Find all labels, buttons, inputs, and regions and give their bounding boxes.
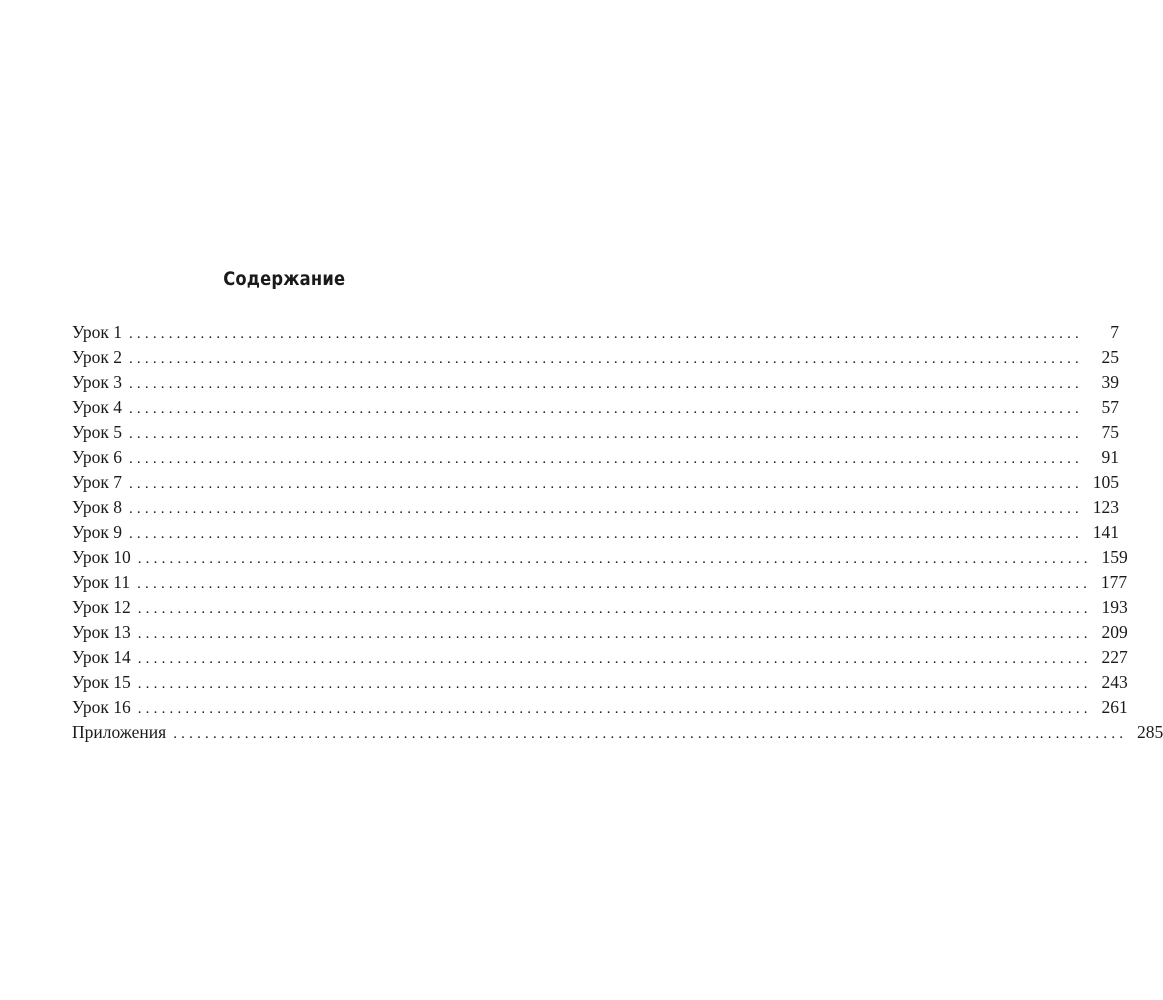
toc-leader-dots: ........................................................................................................................ (128, 376, 1083, 392)
toc-leader-dots: ........................................................................................................................ (128, 451, 1083, 467)
toc-entry-page: 227 (1101, 647, 1128, 667)
toc-entry-page: 177 (1100, 572, 1128, 592)
toc-entry[interactable] (72, 445, 1119, 470)
toc-entry[interactable] (72, 720, 1163, 745)
toc-entry[interactable] (72, 370, 1119, 395)
toc-entry[interactable] (72, 345, 1119, 370)
toc-entry-label: Урок 4 (72, 397, 122, 417)
toc-entry-label: Урок 16 (72, 697, 131, 717)
toc-entry-label: Урок 7 (72, 472, 122, 492)
page-title: Содержание (223, 268, 346, 290)
toc-leader-dots: ........................................................................................................................ (128, 476, 1083, 492)
toc-entry[interactable] (72, 570, 1128, 595)
toc-entry-page: 243 (1101, 672, 1128, 692)
toc-leader-dots: ........................................................................................................................ (137, 676, 1092, 692)
toc-entry-label: Урок 13 (72, 622, 131, 642)
toc-entry[interactable] (72, 645, 1128, 670)
toc-leader-dots: ........................................................................................................................ (137, 651, 1092, 667)
toc-entry-label: Урок 1 (72, 322, 122, 342)
toc-entry[interactable] (72, 670, 1128, 695)
toc-leader-dots: ........................................................................................................................ (128, 326, 1083, 342)
toc-entry[interactable] (72, 520, 1119, 545)
toc-entry-page: 75 (1101, 422, 1119, 442)
toc-entry[interactable] (72, 420, 1119, 445)
toc-entry-page: 285 (1136, 722, 1163, 742)
toc-leader-dots: ........................................................................................................................ (128, 426, 1083, 442)
toc-leader-dots: ........................................................................................................................ (137, 601, 1092, 617)
toc-entry[interactable] (72, 545, 1128, 570)
toc-entry-label: Урок 3 (72, 372, 122, 392)
toc-leader-dots: ........................................................................................................................ (137, 576, 1092, 592)
toc-entry[interactable] (72, 470, 1119, 495)
toc-entry-page: 193 (1101, 597, 1128, 617)
toc-entry-page: 105 (1092, 472, 1119, 492)
table-of-contents (72, 320, 1163, 745)
toc-entry[interactable] (72, 695, 1128, 720)
toc-entry-page: 159 (1101, 547, 1128, 567)
toc-entry-label: Приложения (72, 722, 167, 742)
toc-entry-label: Урок 9 (72, 522, 122, 542)
toc-leader-dots: ........................................................................................................................ (137, 551, 1092, 567)
toc-entry-page: 25 (1101, 347, 1119, 367)
toc-entry-page: 57 (1101, 397, 1119, 417)
toc-entry[interactable] (72, 595, 1128, 620)
toc-leader-dots: ........................................................................................................................ (128, 501, 1083, 517)
toc-entry[interactable] (72, 395, 1119, 420)
toc-entry-page: 209 (1101, 622, 1128, 642)
toc-entry[interactable] (72, 620, 1128, 645)
toc-entry[interactable] (72, 495, 1119, 520)
toc-entry-label: Урок 2 (72, 347, 122, 367)
toc-entry-label: Урок 14 (72, 647, 131, 667)
toc-entry-label: Урок 6 (72, 447, 122, 467)
toc-entry-label: Урок 12 (72, 597, 131, 617)
toc-entry-page: 123 (1092, 497, 1119, 517)
toc-entry-label: Урок 8 (72, 497, 122, 517)
toc-entry-page: 91 (1101, 447, 1119, 467)
toc-entry-label: Урок 15 (72, 672, 131, 692)
toc-entry-label: Урок 10 (72, 547, 131, 567)
toc-entry-page: 141 (1092, 522, 1119, 542)
toc-leader-dots: ........................................................................................................................ (128, 526, 1083, 542)
toc-entry-label: Урок 5 (72, 422, 122, 442)
toc-entry-page: 7 (1110, 322, 1119, 342)
toc-leader-dots: ........................................................................................................................ (137, 626, 1092, 642)
toc-leader-dots: ........................................................................................................................ (137, 701, 1092, 717)
toc-entry-page: 39 (1101, 372, 1119, 392)
toc-leader-dots: ........................................................................................................................ (128, 401, 1083, 417)
toc-entry[interactable] (72, 320, 1119, 345)
toc-leader-dots: ........................................................................................................................ (173, 726, 1128, 742)
toc-entry-page: 261 (1101, 697, 1128, 717)
toc-entry-label: Урок 11 (72, 572, 131, 592)
toc-leader-dots: ........................................................................................................................ (128, 351, 1083, 367)
